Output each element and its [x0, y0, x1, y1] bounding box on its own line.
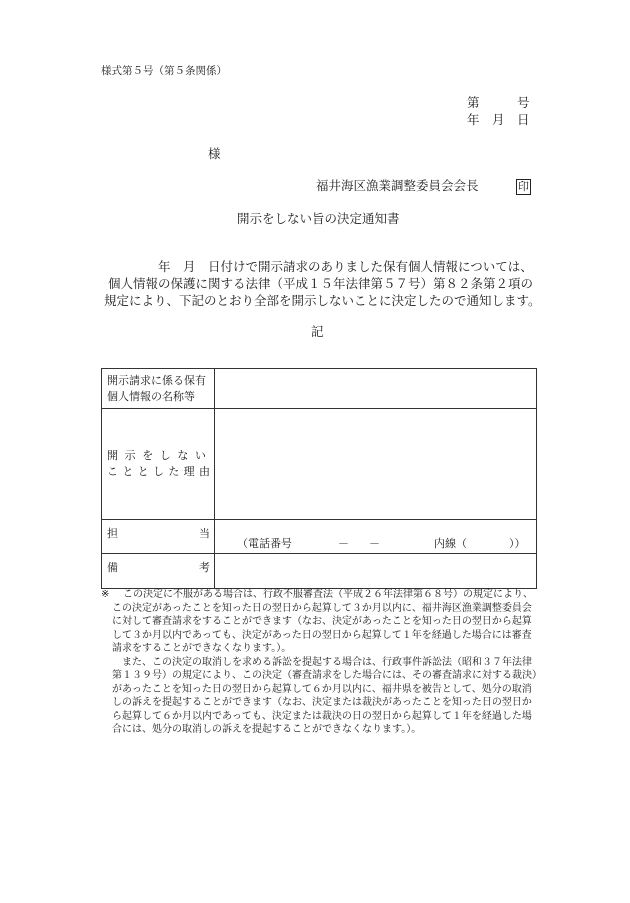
intro-paragraph: [104, 258, 541, 309]
document-number-label: 第 号: [467, 95, 530, 110]
label-char: 担: [107, 527, 118, 540]
info-name-value: [215, 369, 537, 409]
row-label-remarks: [102, 554, 215, 589]
phone-label: （電話番号: [237, 537, 292, 550]
label-char: い: [194, 449, 206, 462]
table-row: [102, 520, 537, 554]
label-char: 開: [107, 449, 118, 462]
info-table: [101, 368, 537, 589]
label-char: し: [159, 449, 171, 462]
addressee-suffix: 様: [208, 146, 221, 161]
note-paragraph: また、この決定の取消しを求める訴訟を提起する場合は、行政事件訴訟法（昭和３７年法律第１３９号）の規定により、この決定（審査請求をした場合には、その審査請求に対する裁決）があったことを知った日の翌日から起算して６か月以内に、福井県を被告として、処分の取消しの訴えを提起することができます（なお、決定または裁決があったことを知った日の翌日から起算して６か月以内であっても、決定または裁決の日の翌日から起算して１年を経過した場合には、処分の取消しの訴えを提起することができなくなります。）。: [112, 656, 537, 735]
note-mark: ※: [101, 589, 110, 600]
label-char: と: [122, 465, 134, 478]
document-title: 開示をしない旨の決定通知書: [237, 211, 400, 226]
label-char: 考: [199, 561, 210, 574]
row-label-contact: [102, 520, 215, 554]
label-char: を: [142, 449, 154, 462]
label-char: と: [137, 465, 149, 478]
note-paragraph: この決定に不服がある場合は、行政不服審査法（平成２６年法律第６８号）の規定により、この決定があったことを知った日の翌日から起算して３か月以内に、福井海区漁業調整委員会に対して審査請求をすることができます（なお、決定があったことを知った日の翌日から起算して３か月以内であっても、決定があった日の翌日から起算して１年を経過した場合には審査請求をすることができなくなります。）。: [112, 589, 533, 654]
row-label-reason: [102, 409, 215, 520]
remarks-value: [215, 554, 537, 589]
row-label-line: 個人情報の名称等: [107, 390, 195, 403]
intro-line: 年 月 日付けで開示請求のありました保有個人情報については、: [158, 259, 533, 274]
contact-value: [215, 520, 537, 554]
label-char: 由: [198, 465, 210, 478]
table-row: [102, 409, 537, 520]
form-number: 様式第５号（第５条関係）: [101, 65, 227, 77]
label-char: 理: [183, 465, 195, 478]
seal-text: 印: [518, 180, 529, 193]
phone-close: ））: [509, 537, 526, 550]
reason-value: [215, 409, 537, 520]
sender-name: 福井海区漁業調整委員会会長: [316, 178, 479, 193]
table-row: [102, 554, 537, 589]
table-row: [102, 369, 537, 409]
seal-mark: [514, 175, 531, 195]
phone-dash: －: [338, 537, 349, 550]
intro-line: 規定により、下記のとおり全部を開示しないことに決定したので通知します。: [104, 293, 541, 308]
extension-label: 内線（: [434, 537, 467, 550]
ki-heading: 記: [311, 324, 324, 339]
label-char: た: [168, 465, 180, 478]
label-char: 示: [124, 449, 136, 462]
label-char: な: [177, 449, 189, 462]
notes-section: [101, 588, 541, 737]
label-char: し: [152, 465, 164, 478]
intro-line: 個人情報の保護に関する法律（平成１５年法律第５７号）第８２条第２項の: [108, 276, 534, 291]
date-label: 年 月 日: [467, 112, 530, 127]
label-char: 備: [107, 561, 118, 574]
row-label-line: 開示請求に係る保有: [107, 374, 206, 387]
label-char: こ: [107, 465, 118, 478]
row-label-info-name: [102, 369, 215, 409]
label-char: 当: [199, 527, 210, 540]
phone-dash: －: [369, 537, 380, 550]
